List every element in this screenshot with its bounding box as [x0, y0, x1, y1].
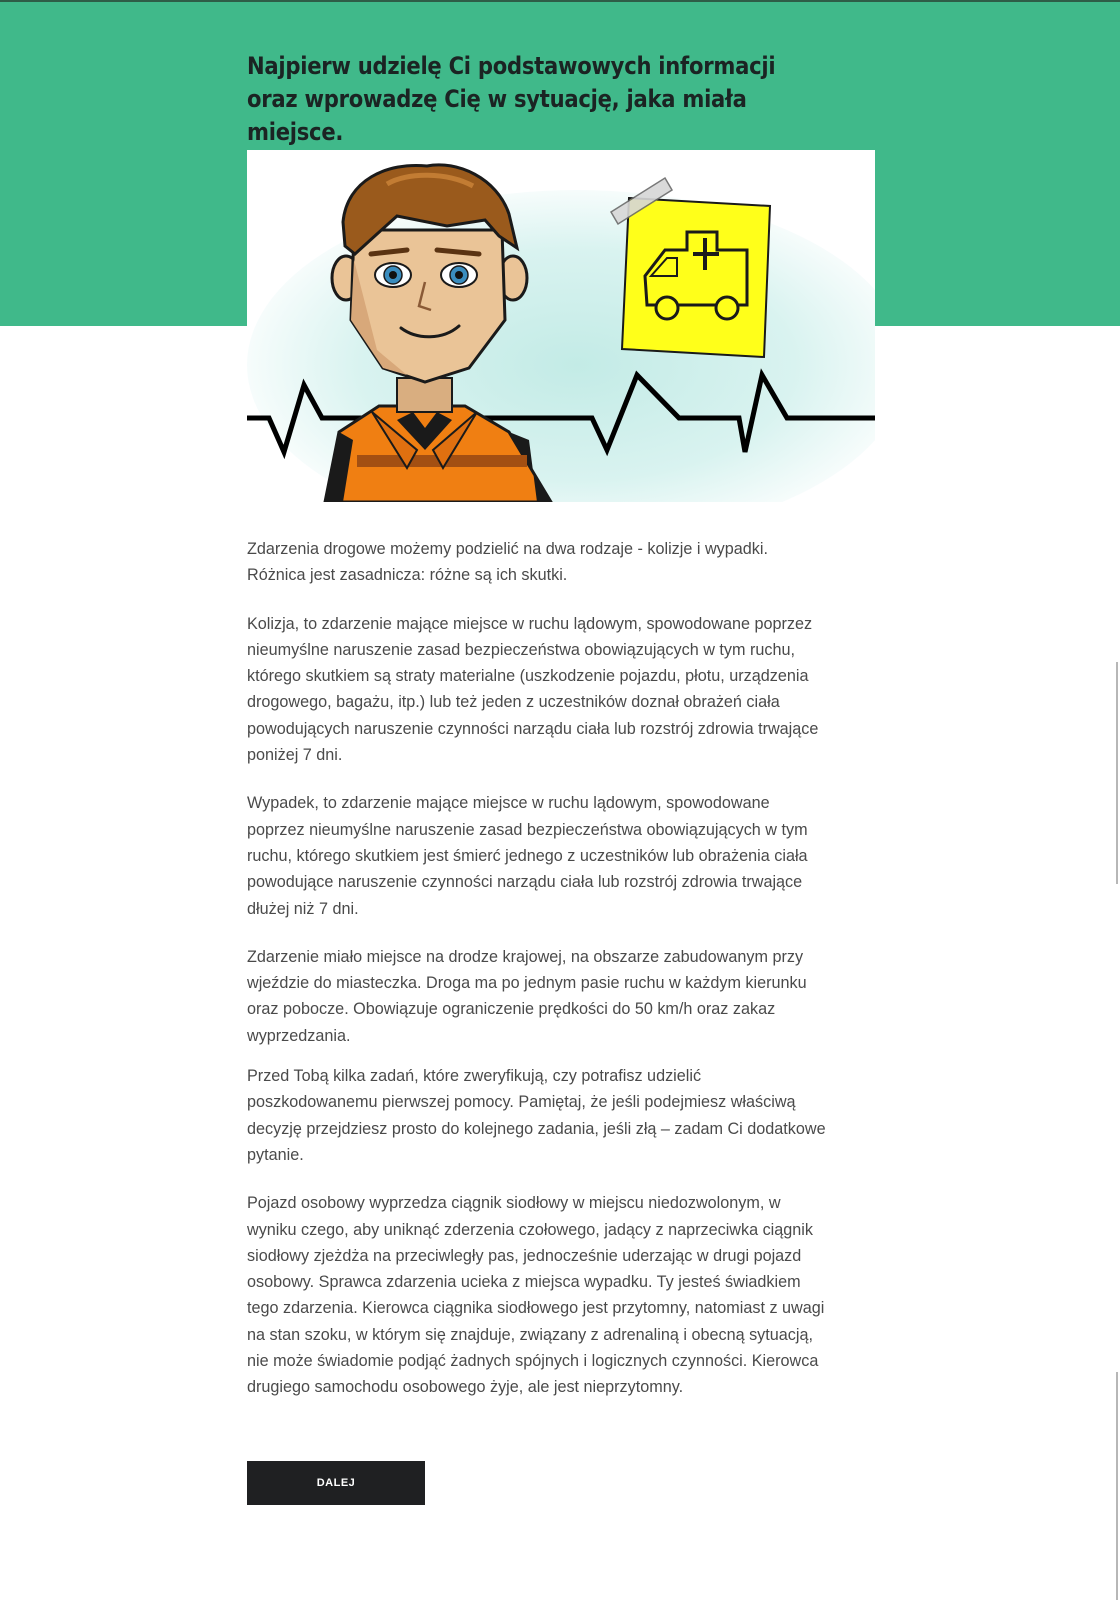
- paramedic-illustration: [247, 150, 875, 502]
- next-button[interactable]: DALEJ: [247, 1461, 425, 1505]
- paragraph-intro: Zdarzenia drogowe możemy podzielić na dwa rodzaje - kolizje i wypadki. Różnica jest zasadnicza: różne są ich skutki.: [247, 540, 768, 585]
- paragraph-tasks: Przed Tobą kilka zadań, które zweryfikują, czy potrafisz udzielić poszkodowanemu pierwszej pomocy. Pamiętaj, że jeśli podejmiesz właściwą decyzję przejdziesz prosto do kolejnego zadania, jeśli złą – zadam Ci dodatkowe pytanie.: [247, 1067, 826, 1164]
- paragraph-scenario: Pojazd osobowy wyprzedza ciągnik siodłowy w miejscu niedozwolonym, w wyniku czego, aby uniknąć zderzenia czołowego, jadący z naprzeciwka ciągnik siodłowy zjeżdża na przeciwległy pas, jednocześnie uderzając w drugi pojazd osobowy. Sprawca zdarzenia ucieka z miejsca wypadku. Ty jesteś świadkiem tego zdarzenia. Kierowca ciągnika siodłowego jest przytomny, natomiast z uwagi na stan szoku, w którym się znajduje, związany z adrenaliną i obecną sytuacją, nie może świadomie podjąć żadnych spójnych i logicznych czynności. Kierowca drugiego samochodu osobowego żyje, ale jest nieprzytomny.: [247, 1194, 825, 1397]
- paragraph-accident: Wypadek, to zdarzenie mające miejsce w ruchu lądowym, spowodowane poprzez nieumyślne naruszenie zasad bezpieczeństwa obowiązujących w tym ruchu, którego skutkiem jest śmierć jednego z uczestników lub obrażenia ciała powodujące naruszenie czynności narządu ciała lub rozstrój zdrowia trwające dłużej niż 7 dni.: [247, 794, 808, 918]
- paragraph-location: Zdarzenie miało miejsce na drodze krajowej, na obszarze zabudowanym przy wjeździe do miasteczka. Droga ma po jednym pasie ruchu w każdym kierunku oraz pobocze. Obowiązuje ograniczenie prędkości do 50 km/h oraz zakaz wyprzedzania.: [247, 947, 807, 1045]
- paragraph-collision: Kolizja, to zdarzenie mające miejsce w ruchu lądowym, spowodowane poprzez nieumyślne naruszenie zasad bezpieczeństwa obowiązujących w tym ruchu, którego skutkiem są straty materialne (uszkodzenie pojazdu, płotu, urządzenia drogowego, bagażu, itp.) lub też jeden z uczestników doznał obrażeń ciała powodujących naruszenie czynności narządu ciała lub rozstrój zdrowia trwające poniżej 7 dni.: [247, 614, 819, 765]
- scrollbar-track-segment[interactable]: [1116, 662, 1118, 884]
- article-content: [247, 536, 827, 1423]
- page-title: Najpierw udzielę Ci podstawowych informacji oraz wprowadzę Cię w sytuację, jaka miała miejsce.: [247, 52, 776, 146]
- ambulance-sticky-note-icon: [611, 178, 770, 357]
- scrollbar-track-segment-lower[interactable]: [1116, 1372, 1118, 1600]
